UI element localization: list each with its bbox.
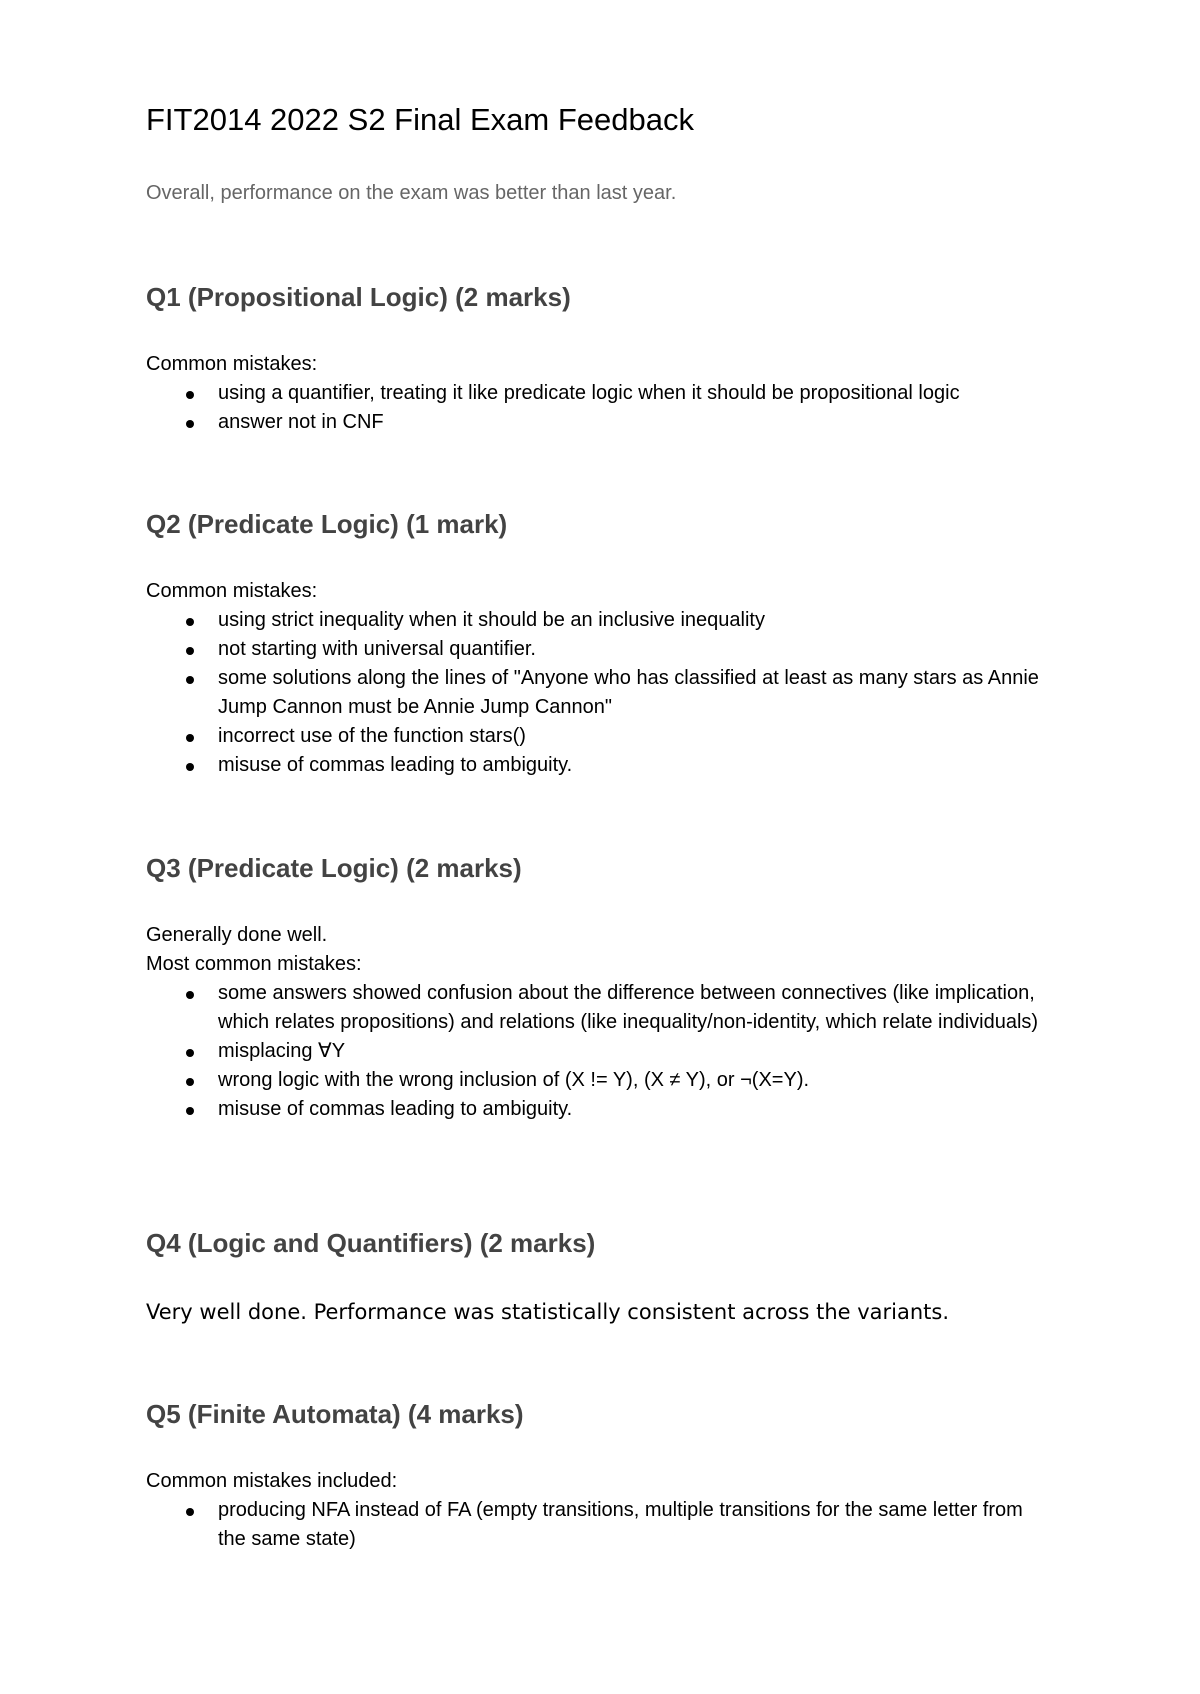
section-q1 — [146, 281, 1086, 437]
section-heading: Q5 (Finite Automata) (4 marks) — [146, 1399, 524, 1429]
bullet-icon — [186, 991, 194, 999]
bullet-icon — [186, 618, 194, 626]
section-q2 — [146, 508, 1086, 780]
list-item-text: misuse of commas leading to ambiguity. — [218, 1098, 573, 1120]
section-q5 — [146, 1398, 1086, 1554]
list-item-text: using a quantifier, treating it like predicate logic when it should be propositional logic — [218, 382, 960, 404]
list-item — [146, 379, 1048, 408]
bullet-icon — [186, 676, 194, 684]
bullet-icon — [186, 647, 194, 655]
mistake-list — [146, 1496, 1086, 1554]
list-item-text: not starting with universal quantifier. — [218, 638, 536, 660]
list-item — [146, 979, 1048, 1037]
list-item-text: wrong logic with the wrong inclusion of (X != Y), (X ≠ Y), or ¬(X=Y). — [218, 1069, 810, 1091]
list-item-text: incorrect use of the function stars() — [218, 725, 526, 747]
bullet-icon — [186, 1049, 194, 1057]
bullet-icon — [186, 734, 194, 742]
bullet-icon — [186, 763, 194, 771]
list-item — [146, 1496, 1048, 1554]
document-overview: Overall, performance on the exam was better than last year. — [146, 182, 677, 204]
section-heading: Q4 (Logic and Quantifiers) (2 marks) — [146, 1228, 596, 1258]
list-item-text: some answers showed confusion about the difference between connectives (like implication, which relates propositions) and relations (like inequality/non-identity, which relate individuals) — [218, 982, 1039, 1033]
section-intro-secondary: Most common mistakes: — [146, 953, 362, 975]
document-title: FIT2014 2022 S2 Final Exam Feedback — [146, 102, 694, 137]
list-item-text: some solutions along the lines of "Anyone who has classified at least as many stars as Annie Jump Cannon must be Annie Jump Cannon" — [218, 667, 1039, 718]
bullet-icon — [186, 420, 194, 428]
section-intro: Very well done. Performance was statistically consistent across the variants. — [146, 1300, 950, 1324]
mistake-list — [146, 979, 1086, 1124]
list-item-text: misplacing ∀Y — [218, 1040, 346, 1062]
bullet-icon — [186, 1107, 194, 1115]
list-item — [146, 606, 1048, 635]
list-item-text: using strict inequality when it should be an inclusive inequality — [218, 609, 765, 631]
section-intro: Generally done well. — [146, 924, 328, 946]
section-intro: Common mistakes included: — [146, 1470, 398, 1492]
list-item — [146, 1066, 1048, 1095]
list-item — [146, 1095, 1048, 1124]
section-heading: Q1 (Propositional Logic) (2 marks) — [146, 282, 571, 312]
list-item-text: producing NFA instead of FA (empty transitions, multiple transitions for the same letter from the same state) — [218, 1499, 1023, 1550]
list-item-text: answer not in CNF — [218, 411, 384, 433]
mistake-list — [146, 379, 1086, 437]
bullet-icon — [186, 1078, 194, 1086]
list-item-text: misuse of commas leading to ambiguity. — [218, 754, 573, 776]
list-item — [146, 664, 1048, 722]
section-heading: Q2 (Predicate Logic) (1 mark) — [146, 509, 508, 539]
list-item — [146, 1037, 1048, 1066]
mistake-list — [146, 606, 1086, 780]
list-item — [146, 408, 1048, 437]
section-q3 — [146, 852, 1086, 1124]
bullet-icon — [186, 391, 194, 399]
bullet-icon — [186, 1508, 194, 1516]
section-intro: Common mistakes: — [146, 580, 318, 602]
section-intro: Common mistakes: — [146, 353, 318, 375]
list-item — [146, 635, 1048, 664]
list-item — [146, 751, 1048, 780]
section-q4 — [146, 1227, 1086, 1327]
section-heading: Q3 (Predicate Logic) (2 marks) — [146, 853, 522, 883]
list-item — [146, 722, 1048, 751]
